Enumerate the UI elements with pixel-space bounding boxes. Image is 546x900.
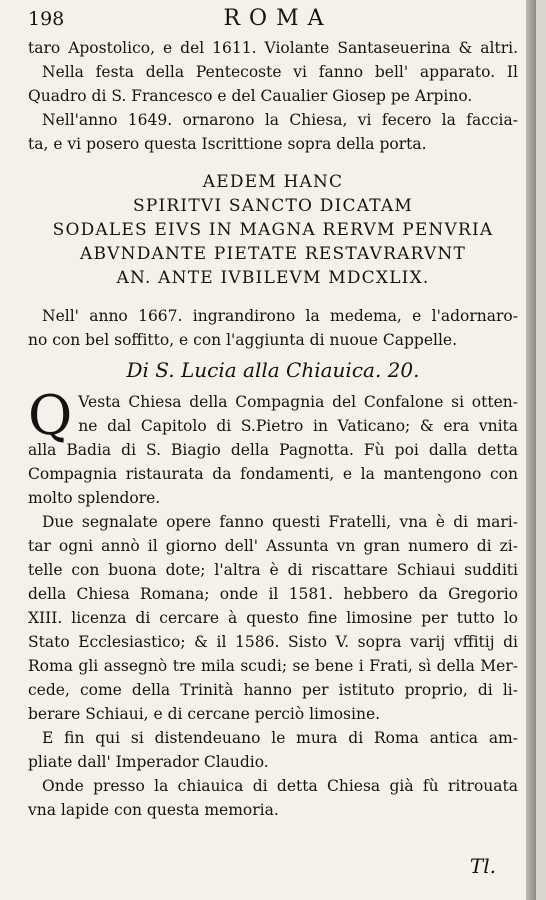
page-number: 198: [28, 8, 65, 30]
text-line: taro Apostolico, e del 1611. Violante Santaseuerina & altri.: [28, 39, 518, 57]
page-edge-shadow: [526, 0, 536, 900]
running-title: ROMA: [223, 6, 333, 31]
text-line: Nell' anno 1667. ingrandirono la medema, e l'adornaro-: [42, 307, 518, 325]
text-line: cede, come della Trinità hanno per istituto proprio, di li-: [28, 681, 518, 699]
paragraph-intro: [28, 36, 518, 156]
text-line: no con bel soffitto, e con l'aggiunta di nuoue Cappelle.: [28, 331, 458, 349]
text-line: Compagnia ristaurata da fondamenti, e la mantengono con: [28, 465, 518, 483]
text-line: della Chiesa Romana; onde il 1581. hebbero da Gregorio: [28, 585, 518, 603]
text-line: telle con buona dote; l'altra è di riscattare Schiaui sudditi: [28, 561, 518, 579]
section-heading: [28, 356, 518, 384]
text-line: Stato Ecclesiastico; & il 1586. Sisto V. sopra varij vffitij di: [28, 633, 518, 651]
text-line: Onde presso la chiauica di detta Chiesa già fù ritrouata: [42, 777, 518, 795]
text-line: Vesta Chiesa della Compagnia del Confalone si otten-: [78, 393, 518, 411]
paragraph-fratelli: [28, 510, 518, 726]
text-line: ne dal Capitolo di S.Pietro in Vaticano; & era vnita: [78, 417, 518, 435]
page-header: [28, 6, 518, 36]
heading-number: 20.: [387, 358, 420, 382]
text-line: XIII. licenza di cercare à questo fine limosine per tutto lo: [28, 609, 518, 627]
drop-cap: Q: [28, 384, 73, 447]
inscription-line: ABVNDANTE PIETATE RESTAVRARVNT: [79, 244, 467, 264]
text-line: Nella festa della Pentecoste vi fanno bell' apparato. Il: [42, 63, 518, 81]
text-line: berare Schiaui, e di cercane perciò limosine.: [28, 705, 381, 723]
text-line: vna lapide con questa memoria.: [28, 801, 279, 819]
text-line: tar ogni annò il giorno dell' Assunta vn gran numero di zi-: [28, 537, 518, 555]
catchword: Tl.: [469, 854, 496, 878]
inscription-line: SODALES EIVS IN MAGNA RERVM PENVRIA: [52, 220, 494, 240]
text-line: pliate dall' Imperador Claudio.: [28, 753, 269, 771]
text-line: Quadro di S. Francesco e del Caualier Giosep pe Arpino.: [28, 87, 473, 105]
inscription-line: AN. ANTE IVBILEVM MDCXLIX.: [116, 268, 430, 288]
inscription: [28, 170, 518, 290]
text-line: Roma gli assegnò tre mila scudi; se bene i Frati, sì della Mer-: [28, 657, 518, 675]
paragraph-lapide: [28, 774, 518, 822]
inscription-line: SPIRITVI SANCTO DICATAM: [133, 196, 413, 216]
paragraph-1667: [28, 304, 518, 352]
paragraph-mura: [28, 726, 518, 774]
text-line: E fin qui si distendeuano le mura di Roma antica am-: [42, 729, 518, 747]
text-line: molto splendore.: [28, 489, 161, 507]
heading-title: Di S. Lucia alla Chiauica.: [126, 358, 382, 382]
text-line: Due segnalate opere fanno questi Fratelli, vna è di mari-: [42, 513, 518, 531]
text-line: alla Badia di S. Biagio della Pagnotta. Fù poi dalla detta: [28, 441, 518, 459]
paragraph-chiesa: [28, 384, 518, 510]
text-line: ta, e vi posero questa Iscrittione sopra della porta.: [28, 135, 427, 153]
text-line: Nell'anno 1649. ornarono la Chiesa, vi fecero la faccia-: [42, 111, 518, 129]
inscription-line: AEDEM HANC: [202, 172, 344, 192]
